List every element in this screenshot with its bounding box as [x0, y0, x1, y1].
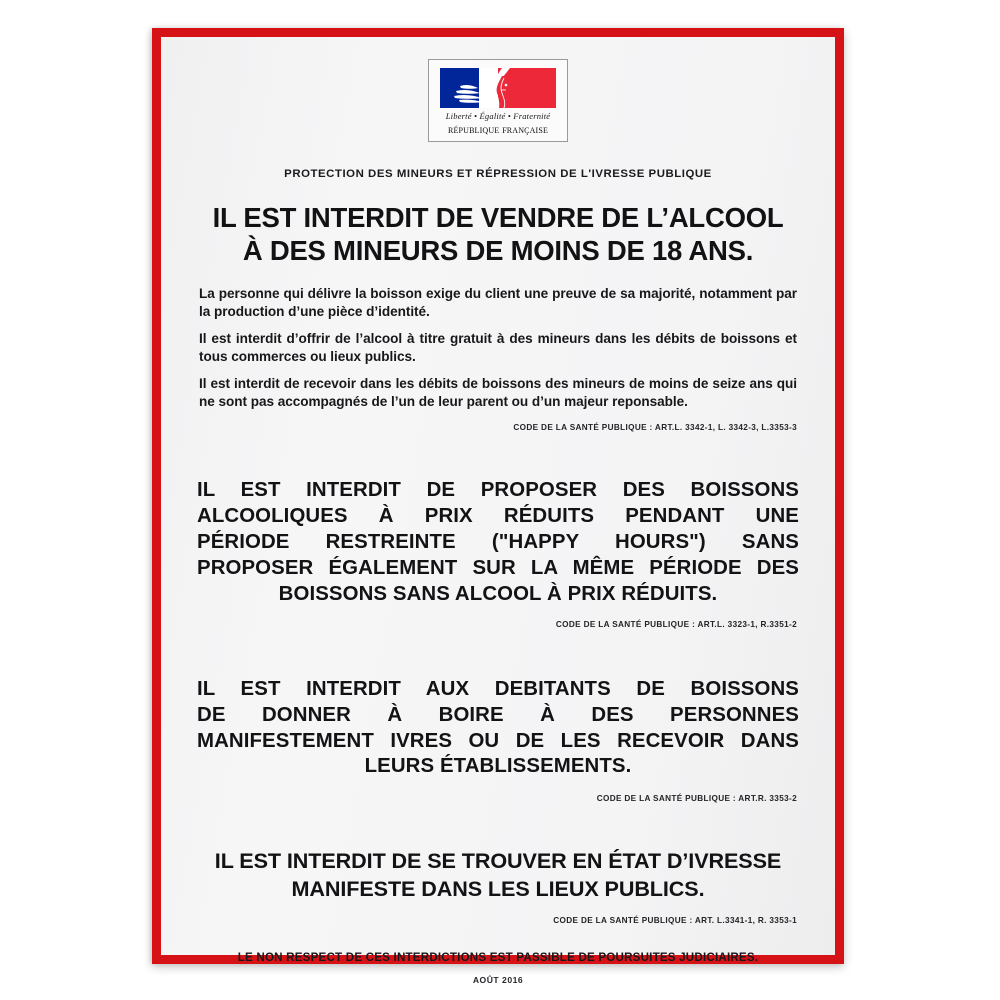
- legal-citation: CODE DE LA SANTÉ PUBLIQUE : ART.R. 3353-2: [596, 794, 797, 804]
- legal-notice-poster: [152, 28, 844, 986]
- block-line: IL EST INTERDIT DE PROPOSER DES BOISSONS: [197, 479, 799, 502]
- block-line: MANIFESTE DANS LES LIEUX PUBLICS.: [291, 875, 705, 901]
- block-line: PROPOSER ÉGALEMENT SUR LA MÊME PÉRIODE DES: [197, 556, 799, 579]
- logo-republic-label: république française: [448, 124, 548, 137]
- french-flag-marianne-icon: [440, 68, 556, 108]
- legal-citation: CODE DE LA SANTÉ PUBLIQUE : ART.L. 3323-1, R.3351-2: [555, 619, 797, 629]
- block-line: MANIFESTEMENT IVRES OU DE LES RECEVOIR DANS: [197, 729, 799, 752]
- poster-headline: [191, 202, 805, 266]
- legal-citation: CODE DE LA SANTÉ PUBLIQUE : ART.L. 3342-1, L. 3342-3, L.3353-3: [513, 423, 797, 433]
- lead-paragraph: Il est interdit de recevoir dans les débits de boissons des mineurs de moins de seize ans qui ne sont pas accompagnés de l’un de leur parent ou d’un majeur reponsable.: [199, 376, 797, 410]
- legal-citation: CODE DE LA SANTÉ PUBLIQUE : ART. L.3341-1, R. 3353-1: [553, 916, 797, 926]
- block-line: ALCOOLIQUES À PRIX RÉDUITS PENDANT UNE: [197, 505, 799, 528]
- poster-kicker: PROTECTION DES MINEURS ET RÉPRESSION DE L'IVRESSE PUBLIQUE: [284, 168, 712, 181]
- block-line: BOISSONS SANS ALCOOL À PRIX RÉDUITS.: [278, 582, 718, 605]
- prohibition-block-ivresse-publique: [191, 847, 805, 902]
- prohibition-block-debitants: [191, 677, 805, 781]
- logo-container: [191, 37, 805, 142]
- poster-content: [161, 37, 835, 986]
- headline-line-2: À DES MINEURS DE MOINS DE 18 ANS.: [242, 234, 754, 266]
- footer-date: AOÛT 2016: [472, 975, 524, 986]
- lead-paragraph: La personne qui délivre la boisson exige du client une preuve de sa majorité, notamment par la production d’une pièce d’identité.: [199, 285, 797, 319]
- prohibition-block-happy-hours: [191, 478, 805, 608]
- lead-paragraph: Il est interdit d’offrir de l’alcool à titre gratuit à des mineurs dans les débits de boissons et tous commerces ou lieux publics.: [199, 330, 797, 364]
- headline-line-1: IL EST INTERDIT DE VENDRE DE L’ALCOOL: [212, 202, 784, 234]
- footer-warning: LE NON RESPECT DE CES INTERDICTIONS EST PASSIBLE DE POURSUITES JUDICIAIRES.: [237, 951, 759, 965]
- block-line: PÉRIODE RESTREINTE ("HAPPY HOURS") SANS: [197, 530, 799, 553]
- lead-paragraph-group: [191, 285, 805, 411]
- block-line: IL EST INTERDIT DE SE TROUVER EN ÉTAT D’IVRESSE: [214, 848, 782, 874]
- republique-francaise-logo: [428, 59, 568, 142]
- block-line: IL EST INTERDIT AUX DEBITANTS DE BOISSONS: [197, 677, 799, 700]
- block-line: LEURS ÉTABLISSEMENTS.: [364, 755, 632, 778]
- block-line: DE DONNER À BOIRE À DES PERSONNES: [197, 703, 799, 726]
- logo-motto: Liberté • Égalité • Fraternité: [445, 111, 551, 121]
- poster-footer: [191, 951, 805, 985]
